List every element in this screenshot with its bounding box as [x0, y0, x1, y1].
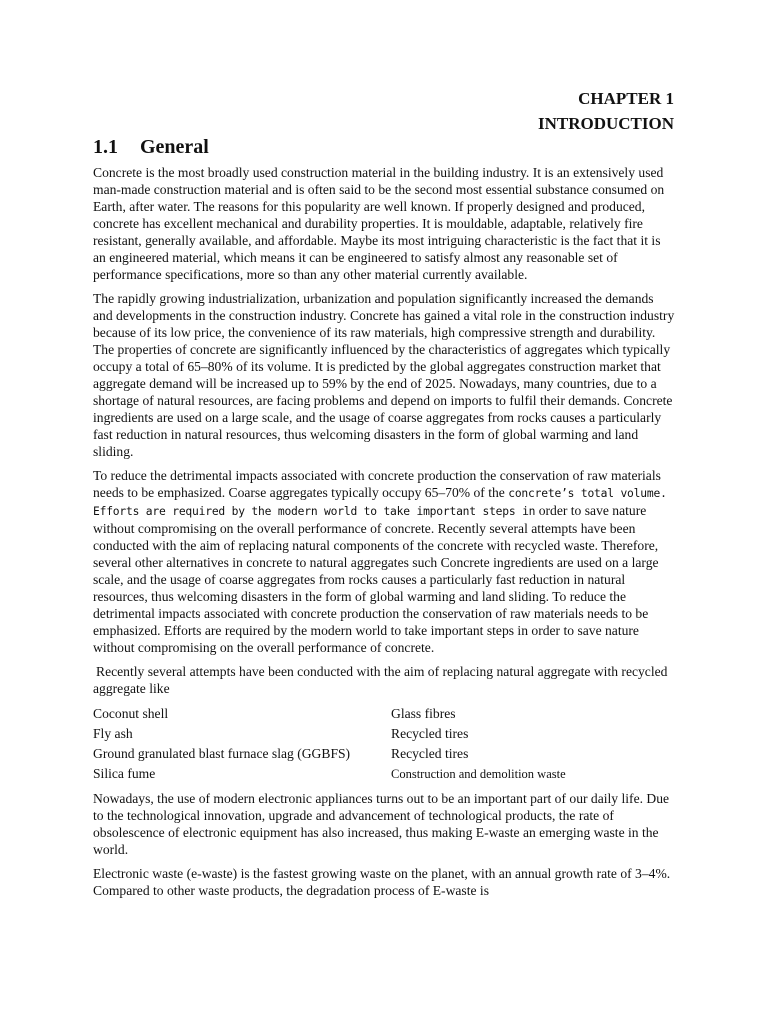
section-number: 1.1: [93, 136, 118, 158]
material-right: Recycled tires: [391, 746, 469, 761]
section-title: General: [140, 136, 209, 158]
material-right: Construction and demolition waste: [391, 767, 566, 781]
paragraph-3: [93, 467, 675, 656]
paragraph-1: Concrete is the most broadly used construction material in the building industry. It is an extensively used man-made construction material and is often said to be the second most essential substance consumed on Earth, after water. The reasons for this popularity are well known. If properly designed and produced, concrete has excellent mechanical and durability properties. It is mouldable, adaptable, relatively fire resistant, generally available, and affordable. Maybe its most intriguing characteristic is the fact that it is an engineered material, which means it can be engineered to satisfy almost any reasonable set of performance specifications, more so than any other material currently available.: [93, 165, 665, 282]
chapter-title: INTRODUCTION: [537, 114, 674, 133]
paragraph-3-mono-run: concrete’s total volume. Efforts are required by the modern world to take important steps in: [93, 487, 667, 518]
paragraph-2: The rapidly growing industrialization, urbanization and population significantly increased the demands and developments in the construction industry. Concrete has gained a vital role in the construction industry because of its low price, the convenience of its raw materials, high compressive strength and durability. The properties of concrete are significantly influenced by the characteristics of aggregates which typically occupy a total of 65–80% of its volume. It is predicted by the global aggregates construction market that aggregate demand will be increased up to 59% by the end of 2025. Nowadays, many countries, due to a shortage of natural resources, are facing problems and depend on imports to fulfil their demands. Concrete ingredients are used on a large scale, and the usage of coarse aggregates from rocks causes a particularly fast reduction in natural resources, thus welcoming disasters in the form of global warming and land sliding.: [93, 291, 675, 459]
paragraph-4: Recently several attempts have been conducted with the aim of replacing natural aggregate with recycled aggregate like: [93, 664, 668, 696]
paragraph-6: Electronic waste (e-waste) is the fastest growing waste on the planet, with an annual growth rate of 3–4%. Compared to other waste products, the degradation process of E-waste is: [93, 866, 671, 898]
chapter-number: CHAPTER 1: [578, 89, 674, 108]
material-left: Fly ash: [93, 726, 133, 741]
material-left: Silica fume: [93, 766, 156, 781]
materials-row: [93, 744, 675, 764]
material-left: Coconut shell: [93, 706, 169, 721]
material-right: Glass fibres: [391, 706, 456, 721]
material-left: Ground granulated blast furnace slag (GGBFS): [93, 746, 351, 761]
chapter-heading: [538, 86, 674, 136]
paragraph-5: Nowadays, the use of modern electronic appliances turns out to be an important part of our daily life. Due to the technological innovation, upgrade and advancement of technological products, the rate of obsolescence of electronic equipment has also increased, thus making E-waste an emerging waste in the world.: [93, 791, 670, 857]
body-text: [93, 164, 675, 906]
paragraph-3-start: To reduce the detrimental impacts associated with concrete production the conservation of raw materials needs to be emphasized. Coarse aggregates typically occupy 65–70% of the: [93, 468, 661, 500]
material-right: Recycled tires: [391, 726, 469, 741]
materials-row: [93, 724, 675, 744]
paragraph-3-end: order to save nature without compromising on the overall performance of concrete. Recently several attempts have been conducted with the aim of replacing natural components of the concrete with recycled waste. Therefore, several other alternatives in concrete to natural aggregates such Concrete ingredients are used on a large scale, and the usage of coarse aggregates from rocks causes a particularly fast reduction in natural resources, thus welcoming disasters in the form of global warming and land sliding. To reduce the detrimental impacts associated with concrete production the conservation of raw materials needs to be emphasized. Efforts are required by the modern world to take important steps in order to save nature without compromising on the overall performance of concrete.: [93, 503, 659, 655]
materials-list: [93, 704, 675, 784]
section-heading: [93, 136, 209, 159]
materials-row: [93, 704, 675, 724]
materials-row: [93, 764, 675, 784]
